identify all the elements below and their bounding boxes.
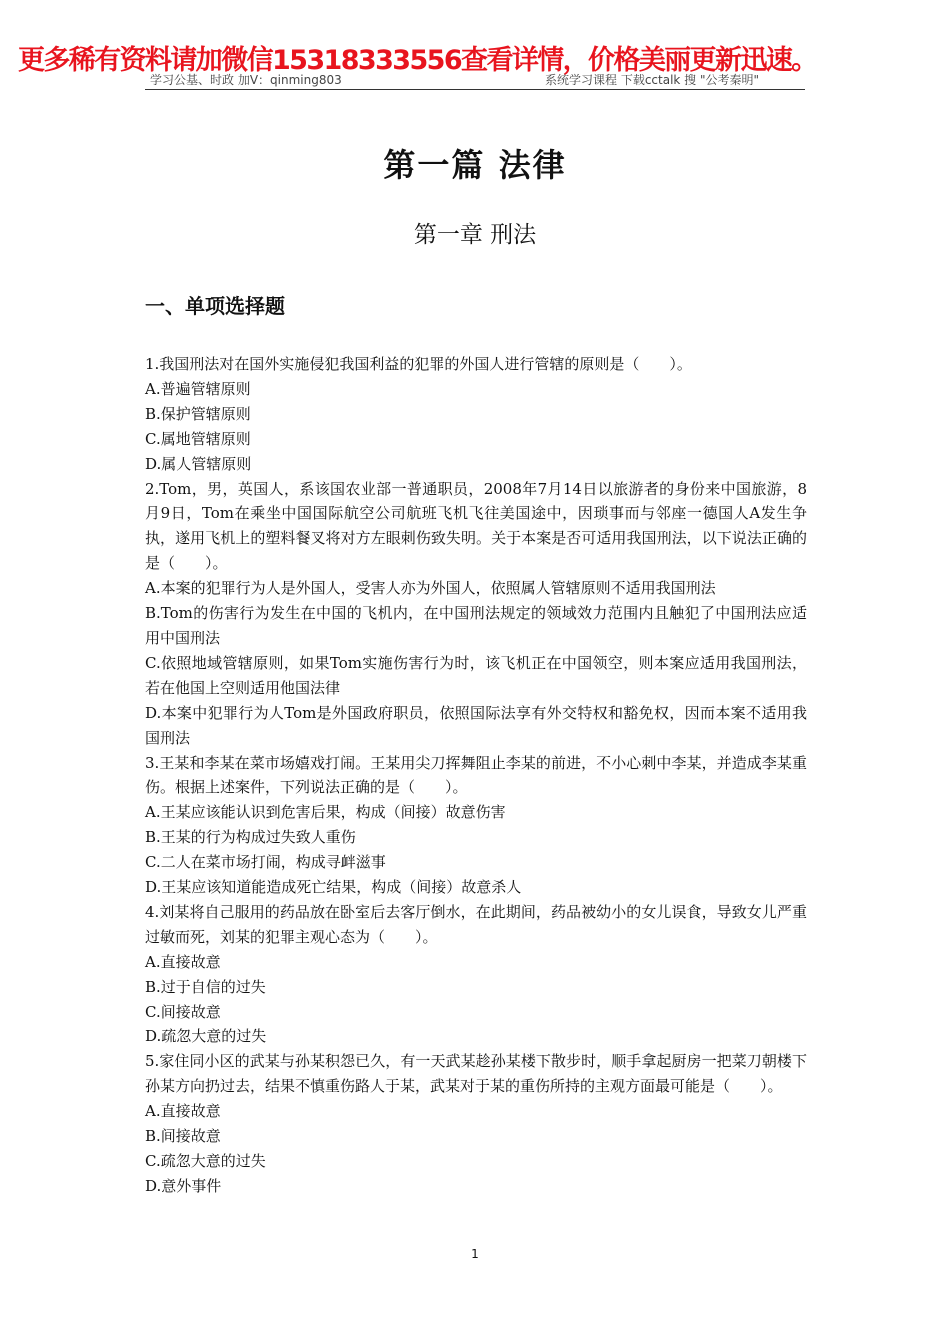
part-title: 第一篇 法律 [383,146,567,184]
option-c: C.依照地域管辖原则，如果Tom实施伤害行为时，该飞机正在中国领空，则本案应适用我国刑法，若在他国上空则适用他国法律 [145,653,807,697]
option-d: D.属人管辖原则 [145,454,252,473]
option-c: C.属地管辖原则 [145,429,251,448]
option-b: B.Tom的伤害行为发生在中国的飞机内，在中国刑法规定的领域效力范围内且触犯了中国刑法应适用中国刑法 [145,604,807,647]
question-stem: 5.家住同小区的武某与孙某积怨已久，有一天武某趁孙某楼下散步时，顺手拿起厨房一把菜刀朝楼下孙某方向扔过去，结果不慎重伤路人于某，武某对于某的重伤所持的主观方面最可能是（ ）。 [145,1052,807,1096]
promo-banner: 更多稀有资料请加微信15318333556查看详情，价格美丽更新迅速。 [18,45,817,76]
option-b: B.保护管辖原则 [145,404,251,423]
option-d: D.疏忽大意的过失 [145,1027,267,1046]
question-4 [145,900,807,1049]
option-d: D.王某应该知道能造成死亡结果，构成（间接）故意杀人 [145,878,522,897]
question-stem: 1.我国刑法对在国外实施侵犯我国利益的犯罪的外国人进行管辖的原则是（ ）。 [145,355,692,373]
option-a: A.本案的犯罪行为人是外国人，受害人亦为外国人，依照属人管辖原则不适用我国刑法 [145,579,716,598]
question-2 [145,477,807,751]
option-b: B.王某的行为构成过失致人重伤 [145,828,356,847]
page-number: 1 [471,1247,479,1261]
question-3 [145,751,807,900]
option-a: A.直接故意 [145,952,221,971]
option-a: A.王某应该能认识到危害后果，构成（间接）故意伤害 [145,803,506,822]
option-c: C.间接故意 [145,1002,221,1021]
option-d: D.意外事件 [145,1176,222,1195]
header-left-text: 学习公基、时政 加V：qinming803 [150,73,342,87]
option-b: B.间接故意 [145,1127,221,1146]
question-list [145,352,807,1199]
option-a: A.普遍管辖原则 [145,379,251,398]
question-stem: 4.刘某将自己服用的药品放在卧室后去客厅倒水，在此期间，药品被幼小的女儿误食，导致女儿严重过敏而死，刘某的犯罪主观心态为（ ）。 [145,902,807,946]
option-d: D.本案中犯罪行为人Tom是外国政府职员，依照国际法享有外交特权和豁免权，因而本案不适用我国刑法 [145,703,807,747]
header-right-text: 系统学习课程 下载cctalk 搜 "公考秦明" [545,73,760,87]
section-title: 一、单项选择题 [145,294,285,318]
option-c: C.疏忽大意的过失 [145,1152,266,1170]
chapter-title: 第一章 刑法 [413,222,537,248]
question-stem: 2.Tom，男，英国人，系该国农业部一普通职员，2008年7月14日以旅游者的身份来中国旅游，8月9日，Tom在乘坐中国国际航空公司航班飞机飞往美国途中，因琐事而与邻座一德国人A发生争执，遂用飞机上的塑料餐叉将对方左眼刺伤致失明。关于本案是否可适用我国刑法，以下说法正确的是（ ）。 [145,479,807,573]
question-1 [145,352,807,477]
option-b: B.过于自信的过失 [145,977,266,996]
option-c: C.二人在菜市场打闹，构成寻衅滋事 [145,853,386,872]
question-stem: 3.王某和李某在菜市场嬉戏打闹。王某用尖刀挥舞阻止李某的前进，不小心刺中李某，并造成李某重伤。根据上述案件，下列说法正确的是（ ）。 [145,753,807,797]
question-5 [145,1049,807,1198]
header-divider [145,89,805,90]
option-a: A.直接故意 [145,1102,221,1121]
